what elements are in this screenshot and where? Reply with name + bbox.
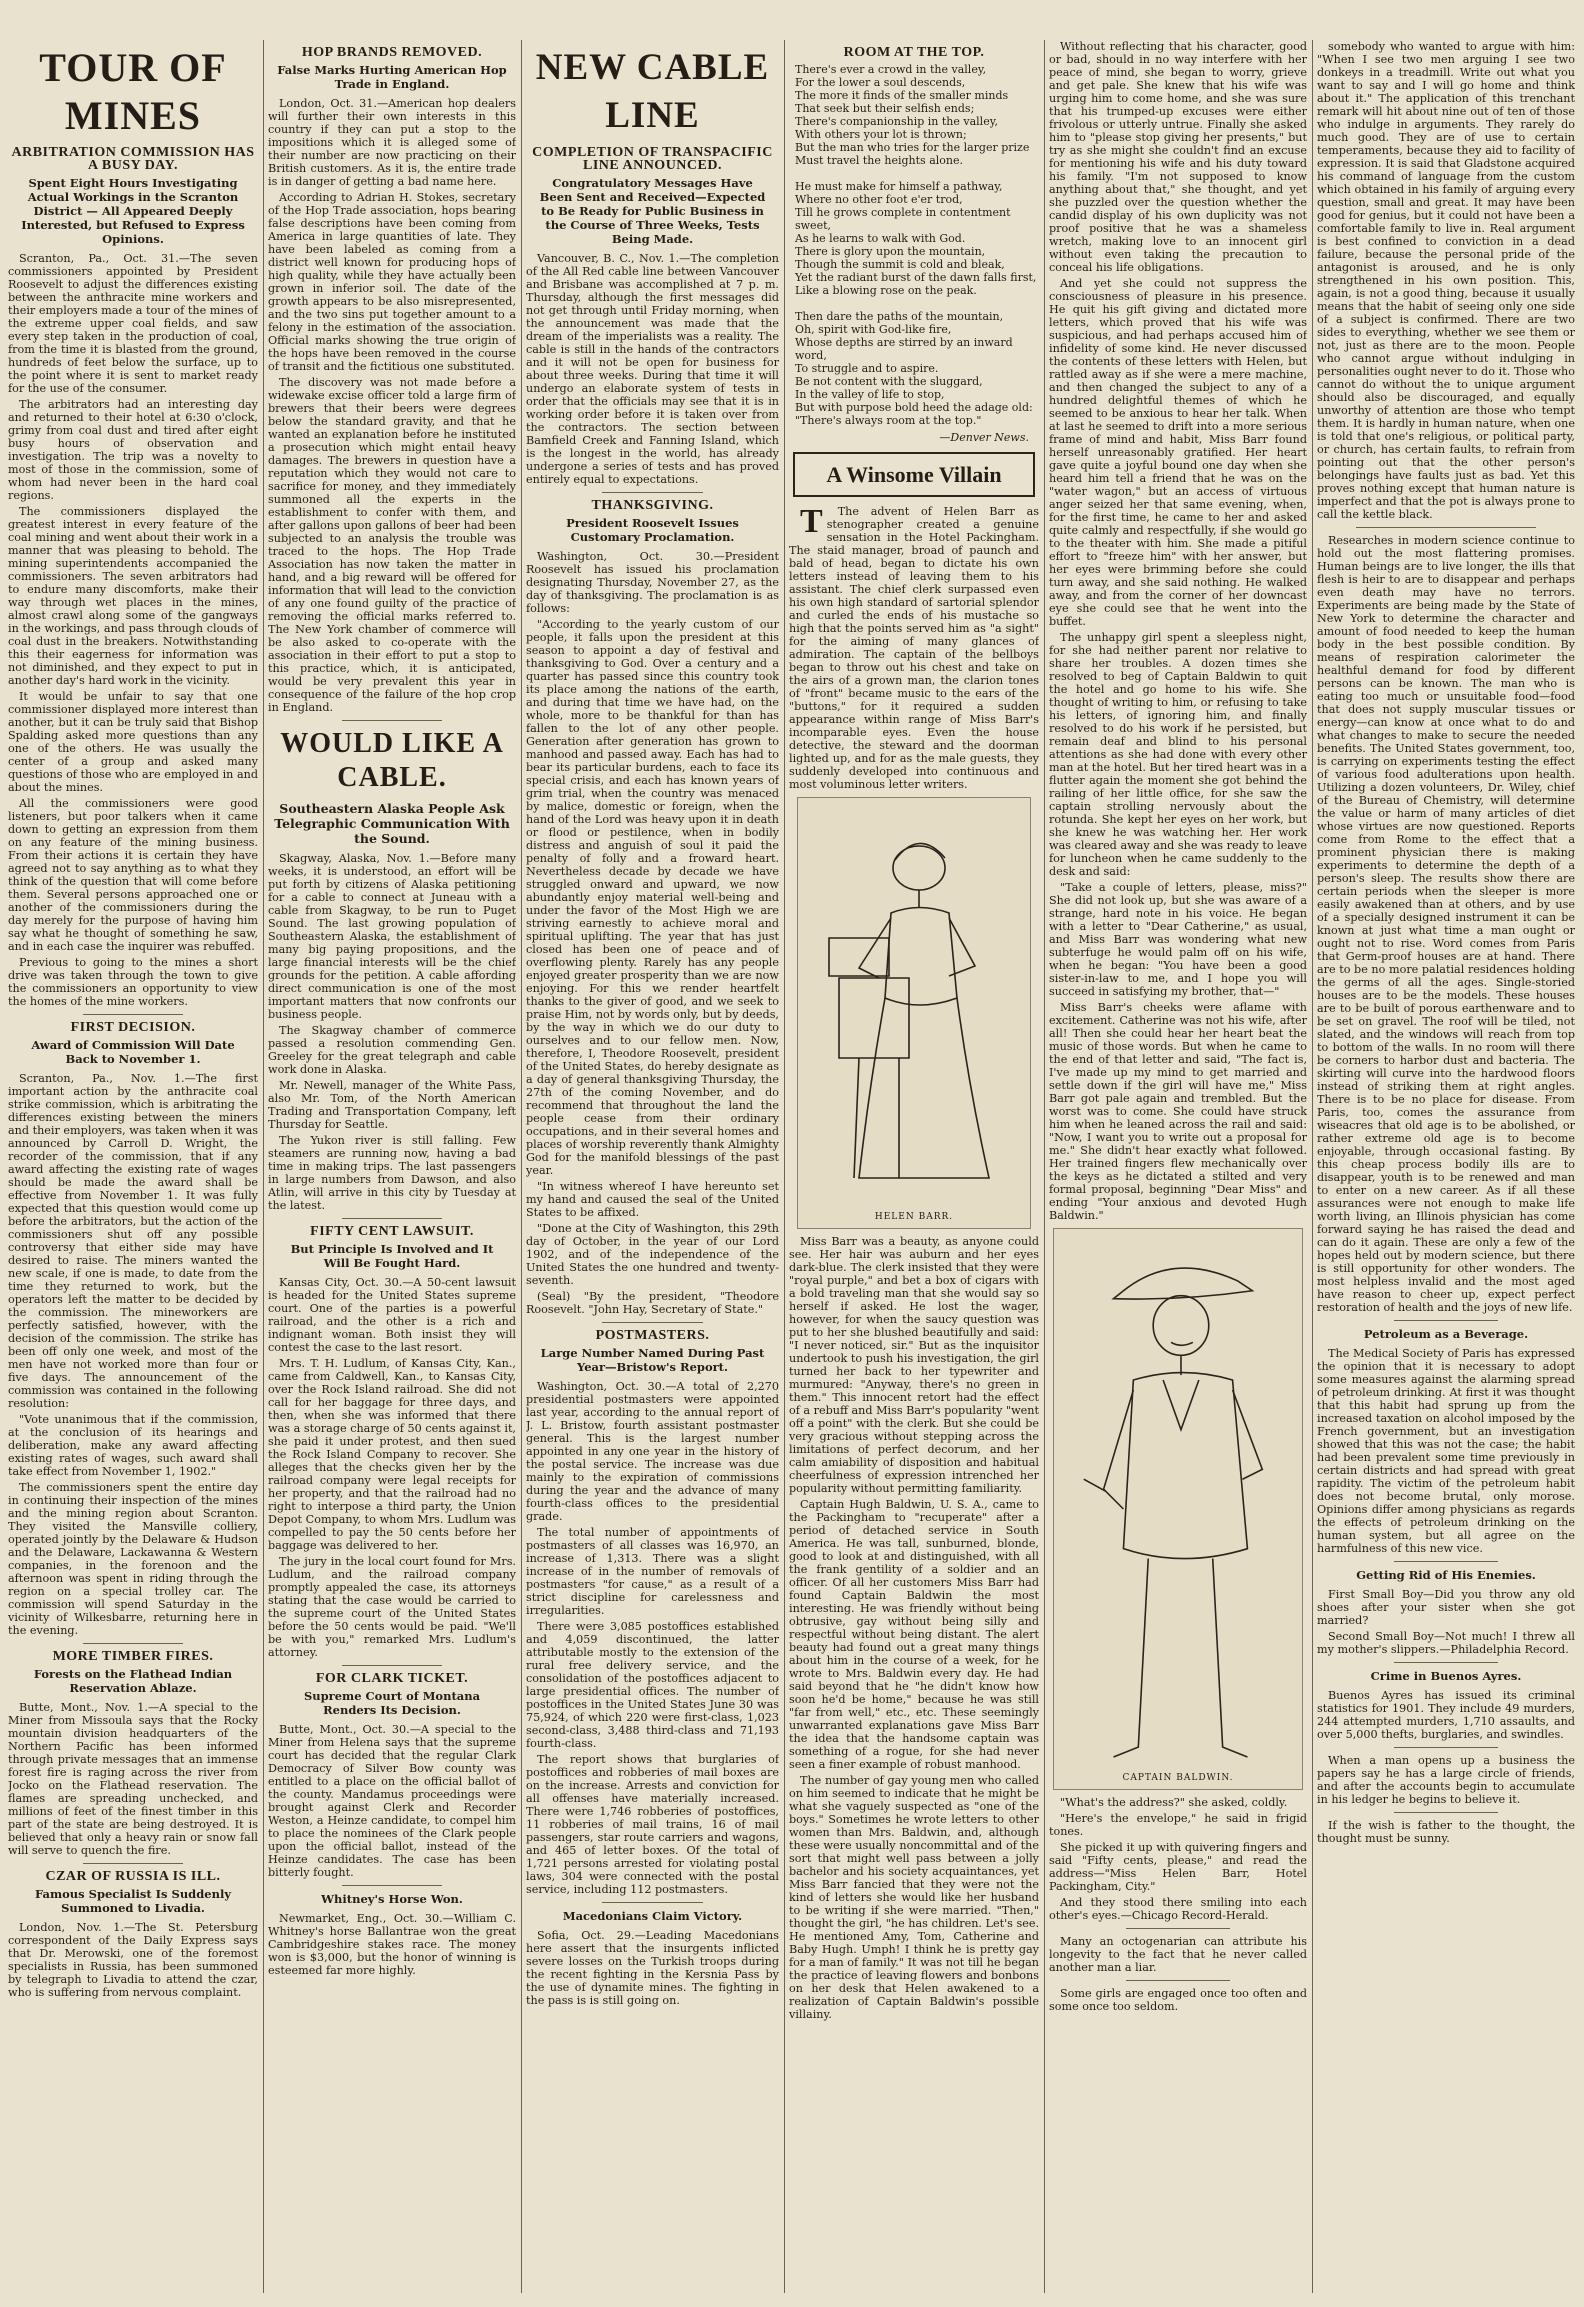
article-paragraph: The total number of appointments of postmasters of all classes was 16,970, an increase of 1,313. There was a slight increase of in the number of removals of postmasters "for cause," as a result of a strict discipline for carelessness and irregularities. bbox=[526, 1526, 779, 1617]
article-paragraph: Butte, Mont., Nov. 1.—A special to the Miner from Missoula says that the Rocky mountain division headquarters of the Northern Pacific has been informed through private messages that an immense forest fire is raging across the river from Jocko on the Flathead reservation. The flames are spreading unchecked, and millions of feet of the finest timber in this part of the state are being destroyed. It is believed that only a heavy rain or snow fall will serve to quench the fire. bbox=[8, 1701, 258, 1857]
sub-deck: But Principle Is Involved and It Will Be Fought Hard. bbox=[290, 1242, 494, 1270]
sub-deck: Famous Specialist Is Suddenly Summoned to Livadia. bbox=[34, 1887, 231, 1915]
poem-line bbox=[795, 167, 1039, 180]
sub-deck: Forests on the Flathead Indian Reservation Ablaze. bbox=[33, 1667, 233, 1695]
man-standing-illustration-icon bbox=[1054, 1229, 1302, 1789]
divider bbox=[602, 1902, 703, 1903]
poem-line: To struggle and to aspire. bbox=[795, 362, 939, 375]
poem-line: But the man who tries for the larger prize bbox=[795, 141, 1030, 154]
column-rule bbox=[1312, 40, 1313, 2293]
article-paragraph: Scranton, Pa., Nov. 1.—The first important action by the anthracite coal strike commission, which is arbitrating the differences existing between the miners and their employers, was taken when it was announced by Carroll D. Wright, the recorder of the commission, that if any award affecting the existing rate of wages should be made the award shall be effective from November 1. It was fully expected that this question would come up before the arbitrators, but the action of the commissioners shut off any possible controversy that either side may have desired to raise. The miners wanted the new scale, if one is made, to date from the time they returned to work, but the operators left the matter to be decided by the commission. The mineworkers are perfectly satisfied, however, with the decision of the commission. The strike has been off only one week, and most of the men have not worked more than four or five days. The announcement of the commission was contained in the following resolution: bbox=[8, 1072, 258, 1410]
deck: COMPLETION OF TRANSPACIFIC LINE ANNOUNCED. bbox=[532, 145, 773, 173]
divider bbox=[83, 1643, 183, 1644]
section-heading: FOR CLARK TICKET. bbox=[315, 1671, 469, 1686]
sub-deck: Large Number Named During Past Year—Bristow's Report. bbox=[540, 1346, 765, 1374]
poem-line: Whose depths are stirred by an inward word, bbox=[795, 336, 1013, 362]
article-paragraph: "What's the address?" she asked, coldly. bbox=[1060, 1796, 1288, 1809]
article-paragraph: The Yukon river is still falling. Few steamers are running now, having a bad time in making trips. The last passengers in large numbers from Dawson, and also Atlin, will arrive in this city by Tuesday at the latest. bbox=[268, 1134, 516, 1212]
poem-line: With others your lot is thrown; bbox=[795, 128, 967, 141]
sub-deck: Spent Eight Hours Investigating Actual Workings in the Scranton District — All Appeared Deeply Interested, but Refused to Express Opinions. bbox=[21, 176, 245, 246]
divider bbox=[1394, 1561, 1497, 1562]
divider bbox=[1126, 1980, 1229, 1981]
article-paragraph: And yet she could not suppress the consciousness of pleasure in his presence. He quit his gift giving and dictated more letters, which proved that his wife was suspicious, and had perhaps accused him of infidelity of some kind. He never discussed the contents of these letters with Helen, but rattled away as if she were a mere machine, and then changed the subject to any of a hundred delightful themes of which he seemed to be anxious to hear her talk. When at last he seemed to drift into a more serious frame of mind and habit, Miss Barr found herself unreasonably gratified. Her heart gave quite a joyful bound one day when she heard him tell a friend that he was on the "water wagon," but an access of virtuous anger seized her that same evening, when, for the first time, he came to her and asked quite calmly and respectfully, if she would go to the theater with him. She made a pitiful effort to "freeze him" with her answer, but her eyes were brimming before she could turn away, and she said nothing. He walked away, and from the corner of her downcast eye she could see that he went into the buffet. bbox=[1049, 277, 1307, 628]
column-3 bbox=[526, 40, 779, 2297]
article-paragraph: "According to the yearly custom of our people, it falls upon the president at this season to appoint a day of festival and thanksgiving to God. Over a century and a quarter has passed since this country took its place among the nations of the earth, and during that time we have had, on the whole, more to be thankful for than has fallen to the lot of any other people. Generation after generation has grown to manhood and passed away. Each has had to bear its particular burdens, each to face its special crisis, and each has known years of grim trial, when the country was menaced by malice, domestic or foreign, when the hand of the Lord was heavy upon it in death or flood or pestilence, when in bodily distress and anguish of soul it paid the penalty of folly and a froward heart. Nevertheless decade by decade we have struggled onward and upward, we now abundantly enjoy material well-being and under the favor of the Most High we are striving earnestly to achieve moral and spiritual uplifting. The year that has just closed has been one of peace and of overflowing plenty. Rarely has any people enjoyed greater prosperity than we are now enjoying. For this we render heartfelt thanks to the giver of good, and we seek to praise Him, not by words only, but by deeds, by the way in which we do our duty to ourselves and to our fellow men. Now, therefore, I, Theodore Roosevelt, president of the United States, do hereby designate as a day of general thanksgiving Thursday, the 27th of the coming November, and do recommend that throughout the land the people cease from their ordinary occupations, and in their several homes and places of worship reverently thank Almighty God for the manifold blessings of the past year. bbox=[526, 618, 779, 1177]
deck: Southeastern Alaska People Ask Telegraphic Communication With the Sound. bbox=[274, 801, 510, 846]
article-paragraph: When a man opens up a business the papers say he has a large circle of friends, and after the accounts begin to accumulate in his ledger he begins to believe it. bbox=[1317, 1754, 1575, 1806]
article-paragraph: Vancouver, B. C., Nov. 1.—The completion of the All Red cable line between Vancouver and Brisbane was accomplished at 7 p. m. Thursday, although the first messages did not get through until Friday morning, when the announcement was made that the dream of the imperialists was a reality. The cable is still in the hands of the contractors and it will not be open for business for about three weeks. During that time it will undergo an elaborate system of tests in order that the officials may see that it is in working order before it is taken over from the contractors. The section between Bamfield Creek and Fanning Island, which is the longest in the world, has already undergone a series of tests and has proved entirely equal to expectations. bbox=[526, 252, 779, 486]
article-paragraph: And they stood there smiling into each other's eyes.—Chicago Record-Herald. bbox=[1049, 1896, 1307, 1922]
poem-line: He must make for himself a pathway, bbox=[795, 180, 1003, 193]
divider bbox=[1394, 1747, 1497, 1748]
article-paragraph: Mrs. T. H. Ludlum, of Kansas City, Kan., came from Caldwell, Kan., to Kansas City, over the Rock Island railroad. She did not call for her baggage for three days, and then, when she was informed that there was a storage charge of 50 cents against it, she paid it under protest, and then sued the Rock Island Company to recover. She alleges that the checks given her by the railroad company were legal receipts for her property, and that the railroad had no right to interpose a third party, the Union Depot Company, to whom Mrs. Ludlum was compelled to pay the 50 cents before her baggage was delivered to her. bbox=[268, 1357, 516, 1552]
article-paragraph: The Skagway chamber of commerce passed a resolution commending Gen. Greeley for the great telegraph and cable work done in Alaska. bbox=[268, 1024, 516, 1076]
poem-line bbox=[795, 297, 1039, 310]
poem-line: "There's always room at the top." bbox=[795, 414, 982, 427]
divider bbox=[342, 1665, 441, 1666]
poem-source: —Denver News. bbox=[939, 431, 1029, 444]
article-paragraph: The jury in the local court found for Mrs. Ludlum, and the railroad company promptly appealed the case, its attorneys stating that the case would be carried to the supreme court of the United States before the 50 cents would be paid. "We'll be with you," remarked Mrs. Ludlum's attorney. bbox=[268, 1555, 516, 1659]
article-paragraph: somebody who wanted to argue with him: "When I see two men arguing I see two donkeys in a treadmill. Write out what you want to say and I will go home and think about it." The application of this trenchant remark will hit about nine out of ten of those who indulge in arguments. They rarely do much good. They are of use to certain temperaments, because they aid to facility of expression. It is said that Gladstone acquired his command of language from the custom which obtained in his family of arguing every question, small and great. It may have been good for genius, but it could not have been a comfortable family to live in. Real argument is best confined to conviction in a dead failure, because the personal pride of the antagonist is aroused, and he is only strengthened in his own position. This, again, is not a good thing, because it usually means that the habit of seeing only one side of a subject is confirmed. There are two sides to everything, whether we see them or not, just as there are to the moon. People who cannot argue without indulging in personalities ought never to do it. Those who cannot do without the to unique argument should also be discouraged, and equally unworthy of attention are those who tempt them. It is hardly in human nature, when one is told that one's religious, or political party, or church, has certain faults, to refrain from pointing out that the other person's belongings have faults just as bad. Yet this proves nothing except that human nature is imperfect and that the pot is always prone to call the kettle black. bbox=[1317, 40, 1575, 521]
article-paragraph: The discovery was not made before a widewake excise officer told a large firm of brewers that their beers were degrees below the standard gravity, and that he wanted an explanation before he instituted a prosecution which might entail heavy damages. The brewers in question have a reputation which they would not care to sacrifice for money, and they immediately summoned all the experts in the establishment to confer with them, and after gallons upon gallons of beer had been subjected to an analysis the trouble was traced to the hops. The Hop Trade Association has now taken the matter in hand, and a big reward will be offered for information that will lead to the conviction of any one found guilty of the practice of removing the official marks referred to. The New York chamber of commerce will be also asked to co-operate with the association in their effort to put a stop to this practice, which, it is anticipated, would be very prevalent this year in consequence of the failure of the hop crop in England. bbox=[268, 376, 516, 714]
poem-line: Till he grows complete in contentment sweet, bbox=[795, 206, 1011, 232]
divider bbox=[342, 720, 441, 721]
illustration-caption: HELEN BARR. bbox=[874, 1212, 954, 1222]
article-paragraph: "Vote unanimous that if the commission, at the conclusion of its hearings and deliberation, make any award affecting existing rates of wages, such award shall take effect from November 1, 1902." bbox=[8, 1413, 258, 1478]
sub-deck: Supreme Court of Montana Renders Its Decision. bbox=[303, 1689, 481, 1717]
article-paragraph: Miss Barr's cheeks were aflame with excitement. Catherine was not his wife, after all! Then she could hear her heart beat the music of those words. But when he came to the end of that letter and said, "The fact is, I've made up my mind to get married and settle down if the girl will have me," Miss Barr got pale again and trembled. But the worst was to come. She could have struck him when he leaned across the rail and said: "Now, I want you to write out a proposal for me." She didn't hear exactly what followed. Her trained fingers flew mechanically over the keys as he dictated a stilted and very formal proposal, beginning "Dear Miss" and ending "Your anxious and devoted Hugh Baldwin." bbox=[1049, 1001, 1307, 1222]
article-paragraph: "Take a couple of letters, please, miss?" She did not look up, but she was aware of a strange, hard note in his voice. He began with a letter to "Dear Catherine," as usual, and Miss Barr was wondering what new subterfuge he would palm off on his wife, when he began: "You have been a good sister-in-law to me, and I hope you will succeed in satisfying my brother, that—" bbox=[1049, 881, 1307, 998]
section-heading: Macedonians Claim Victory. bbox=[562, 1909, 743, 1923]
article-paragraph: The report shows that burglaries of postoffices and robberies of mail boxes are on the increase. Arrests and conviction for all offenses have materially increased. There were 1,746 robberies of postoffices, 11 robberies of mail trains, 16 of mail passengers, star route carriers and wagons, and 465 of letter boxes. Of the total of 1,721 persons arrested for violating postal laws, 304 were connected with the postal service, including 112 postmasters. bbox=[526, 1753, 779, 1896]
article-paragraph: Buenos Ayres has issued its criminal statistics for 1901. They include 49 murders, 244 attempted murders, 1,710 assaults, and over 5,000 thefts, burglaries, and swindles. bbox=[1317, 1689, 1575, 1741]
column-5 bbox=[1049, 40, 1307, 2297]
section-heading: FIRST DECISION. bbox=[70, 1020, 196, 1035]
article-paragraph: The commissioners displayed the greatest interest in every feature of the coal mining and went about their work in a manner that was pleasing to behold. The mining superintendents accompanied the commissioners. The seven arbitrators had to endure many discomforts, make their way through wet places in the mines, almost crawl along some of the gangways in the workings, and pass through clouds of coal dust in the breakers. Notwithstanding this their eagerness for information was not diminished, and they expect to put in another day's hard work in the vicinity. bbox=[8, 505, 258, 687]
divider bbox=[83, 1863, 183, 1864]
woman-seated-illustration-icon bbox=[798, 798, 1030, 1228]
article-paragraph: Scranton, Pa., Oct. 31.—The seven commissioners appointed by President Roosevelt to adjust the differences existing between the anthracite mine workers and their employers made a tour of the mines of the extreme upper coal fields, and saw every step taken in the production of coal, from the time it is blasted from the ground, hundreds of feet below the surface, up to the point where it is sent to market ready for the use of the consumer. bbox=[8, 252, 258, 395]
drop-cap: T bbox=[800, 503, 823, 540]
poem-line: Though the summit is cold and bleak, bbox=[795, 258, 1005, 271]
article-paragraph: There were 3,085 postoffices established and 4,059 discontinued, the latter attributable mostly to the extension of the rural free delivery service, and the consolidation of the postoffices adjacent to large presidential offices. The number of postoffices in the United States June 30 was 75,924, of which 220 were first-class, 1,023 second-class, 3,488 third-class and 71,193 fourth-class. bbox=[526, 1620, 779, 1750]
column-1 bbox=[8, 40, 258, 2297]
article-paragraph: Mr. Newell, manager of the White Pass, also Mr. Tom, of the North American Trading and Transportation Company, left Thursday for Seattle. bbox=[268, 1079, 516, 1131]
poem-line: Then dare the paths of the mountain, bbox=[795, 310, 1004, 323]
divider bbox=[1394, 1812, 1497, 1813]
article-paragraph: Miss Barr was a beauty, as anyone could see. Her hair was auburn and her eyes dark-blue. The clerk insisted that they were "royal purple," and bet a box of cigars with a bold traveling man that she would say so herself if asked. He lost the wager, however, for when the saucy question was put to her she blushed beautifully and said: "I never noticed, sir." But as the inquisitor undertook to push his investigation, the girl turned her back to her typewriter and murmured: "Anyway, there's no green in them." This innocent retort had the effect of a rebuff and Miss Barr's popularity "went off a point" with the clerk. But she could be very gracious without stepping across the limitations of perfect decorum, and her calm amiability of disposition and habitual cheerfulness of expression intrenched her popularity without permitting familiarity. bbox=[789, 1235, 1039, 1495]
section-heading: FIFTY CENT LAWSUIT. bbox=[310, 1224, 474, 1239]
poem-line: Be not content with the sluggard, bbox=[795, 375, 983, 388]
article-paragraph: If the wish is father to the thought, the thought must be sunny. bbox=[1317, 1819, 1575, 1845]
article-paragraph: Washington, Oct. 30.—A total of 2,270 presidential postmasters were appointed last year, according to the annual report of J. L. Bristow, fourth assistant postmaster general. This is the largest number appointed in any one year in the history of the postal service. The increase was due mainly to the expiration of commissions during the year and the advance of many fourth-class offices to the presidential grade. bbox=[526, 1380, 779, 1523]
divider bbox=[342, 1218, 441, 1219]
article-paragraph: She picked it up with quivering fingers and said "Fifty cents, please," and read the address—"Miss Helen Barr, Hotel Packingham, City." bbox=[1049, 1841, 1307, 1893]
poem-line: Yet the radiant burst of the dawn falls first, bbox=[795, 271, 1037, 284]
article-paragraph: London, Oct. 31.—American hop dealers will further their own interests in this country if they can put a stop to the impositions which it is alleged some of their number are now practicing on their British customers. As it is, the entire trade is in danger of getting a bad name here. bbox=[268, 97, 516, 188]
deck: ARBITRATION COMMISSION HAS A BUSY DAY. bbox=[11, 145, 255, 173]
poem-line: There's ever a crowd in the valley, bbox=[795, 63, 987, 76]
article-paragraph bbox=[789, 505, 1039, 791]
headline-tour-of-mines: TOUR OF MINES bbox=[39, 45, 227, 138]
illustration-helen-barr bbox=[797, 797, 1031, 1229]
poem-line: Like a blowing rose on the peak. bbox=[795, 284, 977, 297]
poem-line: There is glory upon the mountain, bbox=[795, 245, 986, 258]
poem-line: For the lower a soul descends, bbox=[795, 76, 966, 89]
sub-deck: False Marks Hurting American Hop Trade in England. bbox=[277, 63, 507, 91]
article-paragraph: (Seal) "By the president, "Theodore Roosevelt. "John Hay, Secretary of State." bbox=[526, 1290, 779, 1316]
article-paragraph: Sofia, Oct. 29.—Leading Macedonians here assert that the insurgents inflicted severe losses on the Turkish troops during the recent fighting in the Kersnia Pass by the use of dynamite mines. The fighting in the pass is is still going on. bbox=[526, 1929, 779, 2007]
article-paragraph: Many an octogenarian can attribute his longevity to the fact that he never called another man a liar. bbox=[1049, 1935, 1307, 1974]
poem-line: Where no other foot e'er trod, bbox=[795, 193, 963, 206]
article-paragraph: The Medical Society of Paris has expressed the opinion that it is necessary to adopt some measures against the alarming spread of petroleum drinking. At first it was thought that this habit had sprung up from the increased taxation on alcohol imposed by the French government, but an investigation showed that this was not the case; the habit had been prevalent some time previously in certain districts and had spread with great rapidity. The victim of the petroleum habit does not become brutal, only morose. Opinions differ among physicians as regards the effects of petroleum drinking on the human system, but all agree on the harmfulness of this new vice. bbox=[1317, 1347, 1575, 1555]
article-paragraph: According to Adrian H. Stokes, secretary of the Hop Trade association, hops bearing false descriptions have been coming from America in large quantities of late. They have been labeled as coming from a district well known for producing hops of high quality, while they have actually been grown in inferior soil. The date of the growth appears to be also misrepresented, and the two sins put together amount to a felony in the estimation of the association. Official marks showing the true origin of the hops have been removed in the course of transit and the fictitious one substituted. bbox=[268, 191, 516, 373]
sub-deck: Award of Commission Will Date Back to November 1. bbox=[31, 1038, 235, 1066]
section-heading: MORE TIMBER FIRES. bbox=[52, 1649, 214, 1664]
article-text: The advent of Helen Barr as stenographer created a genuine sensation in the Hotel Packingham. The staid manager, broad of paunch and bald of head, began to dictate his own letters instead of leaving them to his assistant. The chief clerk surpassed even his own high standard of sartorial splendor and curled the ends of his mustache so high that the points served him as "a sight" for the aiming of many glances of admiration. The captain of the bellboys began to throw out his chest and take on the airs of a grown man, the clarion tones of "front" became music to the ears of the "buttons," for it required a sudden appearance within range of Miss Barr's incomparable eyes. Even the house detective, the steward and the doorman lighted up, and for as the male guests, they suddenly developed into continuous and most voluminous letter writers. bbox=[789, 505, 1039, 791]
divider bbox=[1356, 527, 1537, 528]
article-paragraph: All the commissioners were good listeners, but poor talkers when it came down to getting an expression from them on any feature of the mining business. From their actions it is certain they have agreed not to say anything as to what they think of the question that will come before them. Several persons approached one or another of the commissioners during the day merely for the purpose of having him say what he thought of something he saw, and in each case the inquirer was rebuffed. bbox=[8, 797, 258, 953]
illustration-caption: CAPTAIN BALDWIN. bbox=[1122, 1773, 1234, 1783]
article-paragraph: The number of gay young men who called on him seemed to indicate that he might be what she vaguely suspected as "one of the boys." Sometimes he wrote letters to other women than Mrs. Baldwin, and, although these were usually noncommittal and of the sort that might well pass between a jolly bachelor and his society acquaintances, yet Miss Barr fancied that they were not the kind of letters she would like her husband to be writing if she were married. "Then," thought the girl, "he has children. Let's see. He mentioned Amy, Tom, Catherine and Baby Hugh. Umph! I think he is pretty gay for a man of family." It was not till he began the practice of leaving flowers and bonbons on her desk that Helen awakened to a realization of Captain Baldwin's possible villainy. bbox=[789, 1774, 1039, 2021]
poem bbox=[789, 63, 1039, 427]
article-paragraph: "In witness whereof I have hereunto set my hand and caused the seal of the United States to be affixed. bbox=[526, 1180, 779, 1219]
poem-line: Oh, spirit with God-like fire, bbox=[795, 323, 952, 336]
article-paragraph: Second Small Boy—Not much! I threw all my mother's slippers.—Philadelphia Record. bbox=[1317, 1630, 1575, 1656]
poem-line: But with purpose bold heed the adage old: bbox=[795, 401, 1033, 414]
column-rule bbox=[784, 40, 785, 2293]
poem-line: As he learns to walk with God. bbox=[795, 232, 966, 245]
article-paragraph: Kansas City, Oct. 30.—A 50-cent lawsuit is headed for the United States supreme court. One of the parties is a powerful railroad, and the other is a rich and indignant woman. Both insist they will contest the case to the last resort. bbox=[268, 1276, 516, 1354]
sub-deck: Congratulatory Messages Have Been Sent and Received—Expected to Be Ready for Public Business in the Course of Three Weeks, Tests Being Made. bbox=[539, 176, 766, 246]
poem-line: There's companionship in the valley, bbox=[795, 115, 998, 128]
article-paragraph: The unhappy girl spent a sleepless night, for she had neither parent nor relative to share her troubles. A dozen times she resolved to beg of Captain Baldwin to quit the hotel and go home to his wife. She thought of writing to him, or refusing to take his letters, of ignoring him, and finally resolved to do his work if he persisted, but remain deaf and blind to his personal attentions as she had done with every other man at the hotel. But her tired heart was in a flutter again the moment she got behind the railing of her little office, for she saw the captain strolling nervously about the rotunda. She kept her eyes on her work, but she knew he was watching her. Her work was cleared away and she was ready to leave for luncheon when he came suddenly to the desk and said: bbox=[1049, 631, 1307, 878]
article-paragraph: London, Nov. 1.—The St. Petersburg correspondent of the Daily Express says that Dr. Merowski, one of the foremost specialists in Russia, has been summoned by telegraph to Livadia to attend the czar, who is suffering from nervous complaint. bbox=[8, 1921, 258, 1999]
section-heading: ROOM AT THE TOP. bbox=[843, 45, 985, 60]
column-rule bbox=[1044, 40, 1045, 2293]
article-paragraph: Washington, Oct. 30.—President Roosevelt has issued his proclamation designating Thursday, November 27, as the day of thanksgiving. The proclamation is as follows: bbox=[526, 550, 779, 615]
article-paragraph: First Small Boy—Did you throw any old shoes after your sister when she got married? bbox=[1317, 1588, 1575, 1627]
sub-deck: President Roosevelt Issues Customary Proclamation. bbox=[566, 516, 739, 544]
section-heading: Petroleum as a Beverage. bbox=[1363, 1327, 1529, 1341]
section-heading: HOP BRANDS REMOVED. bbox=[301, 45, 483, 60]
section-heading: POSTMASTERS. bbox=[595, 1328, 710, 1343]
article-paragraph: Some girls are engaged once too often and some once too seldom. bbox=[1049, 1987, 1307, 2013]
section-heading: Getting Rid of His Enemies. bbox=[1356, 1568, 1536, 1582]
article-paragraph: Previous to going to the mines a short drive was taken through the town to give the commissioners an opportunity to view the homes of the mine workers. bbox=[8, 956, 258, 1008]
headline-a-winsome-villain: A Winsome Villain bbox=[793, 452, 1035, 497]
column-rule bbox=[263, 40, 264, 2293]
column-rule bbox=[521, 40, 522, 2293]
divider bbox=[1394, 1320, 1497, 1321]
article-paragraph: Without reflecting that his character, good or bad, should in no way interfere with her peace of mind, she began to worry, grieve and get pale. She knew that his wife was urging him to come home, and she was sure that his trumped-up excuses were either frivolous or utterly untrue. Finally she asked him to "please stop giving her presents," but try as she might she couldn't find an excuse for mentioning his wife and his duty toward his family. "I'm not supposed to know anything about that," she thought, and yet she puzzled over the question whether the candid display of his own duplicity was not proof positive that he was a shameless wretch, making love to an innocent girl without even taking the precaution to conceal his life obligations. bbox=[1049, 40, 1307, 274]
section-heading: THANKSGIVING. bbox=[591, 498, 714, 513]
article-paragraph: "Here's the envelope," he said in frigid tones. bbox=[1049, 1812, 1307, 1838]
poem-line: The more it finds of the smaller minds bbox=[795, 89, 1009, 102]
poem-line: Must travel the heights alone. bbox=[795, 154, 963, 167]
divider bbox=[1126, 1928, 1229, 1929]
divider bbox=[83, 1014, 183, 1015]
article-paragraph: Butte, Mont., Oct. 30.—A special to the Miner from Helena says that the supreme court has decided that the regular Clark Democracy of Silver Bow county was entitled to a place on the official ballot of the county. Mandamus proceedings were brought against Clerk and Recorder Weston, a Heinze candidate, to compel him to place the nominees of the Clark people upon the official ballot, instead of the Heinze candidates. The case has been bitterly fought. bbox=[268, 1723, 516, 1879]
divider bbox=[1394, 1662, 1497, 1663]
section-heading: CZAR OF RUSSIA IS ILL. bbox=[45, 1869, 221, 1884]
article-paragraph: Skagway, Alaska, Nov. 1.—Before many weeks, it is understood, an effort will be put forth by citizens of Alaska petitioning for a cable to connect at Juneau with a cable from Skagway, to be run to Puget Sound. The last growing population of Southeastern Alaska, the establishment of many big paying propositions, and the large financial interests will be the chief grounds for the petition. A cable affording direct communication is one of the most important matters that now confronts our business people. bbox=[268, 852, 516, 1021]
poem-line: In the valley of life to stop, bbox=[795, 388, 945, 401]
section-heading: Crime in Buenos Ayres. bbox=[1370, 1669, 1522, 1683]
headline-would-like-a-cable: WOULD LIKE A CABLE. bbox=[280, 728, 504, 793]
section-heading: Whitney's Horse Won. bbox=[321, 1892, 463, 1906]
article-paragraph: It would be unfair to say that one commissioner displayed more interest than another, but it can be truly said that Bishop Spalding asked more questions than any one of the others. He was usually the center of a group and asked many questions of those who are employed in and about the mines. bbox=[8, 690, 258, 794]
article-paragraph: The arbitrators had an interesting day and returned to their hotel at 6:30 o'clock, grimy from coal dust and tired after eight busy hours of observation and investigation. The trip was a novelty to most of those in the commission, some of whom had never been in the hard coal regions. bbox=[8, 398, 258, 502]
illustration-captain-baldwin bbox=[1053, 1228, 1303, 1790]
article-paragraph: The commissioners spent the entire day in continuing their inspection of the mines and the mining region about Scranton. They visited the Mansville colliery, operated jointly by the Delaware & Hudson and the Delaware, Lackawanna & Western companies, in the forenoon and the afternoon was spent in riding through the region on a special trolley car. The commission will spend Saturday in the vicinity of Wilkesbarre, returning here in the evening. bbox=[8, 1481, 258, 1637]
divider bbox=[342, 1885, 441, 1886]
article-paragraph: Researches in modern science continue to hold out the most flattering promises. Human beings are to live longer, the ills that flesh is heir to are to disappear and perhaps even death may have no terrors. Experiments are being made by the State of New York to determine the character and amount of food needed to keep the human body in the best possible condition. By means of respiration calorimeter the healthful demand for food by different persons can be known. The man who is eating too much or unsuitable food—food that does not supply muscular tissues or energy—can know at once what to do and what changes to make to secure the needed benefits. The United States government, too, is carrying on experiments testing the effect of various food adulterations upon health. Utilizing a dozen volunteers, Dr. Wiley, chief of the Bureau of Chemistry, will determine the value or harm of many articles of diet whose virtues are now questioned. Reports come from Rome to the effect that a prominent physician there is making experiments to determine the depth of a person's sleep. The results show there are certain periods when the sleeper is more easily awakened than at others, and by use of a specially designed instrument it can be known at just what time a man ought or ought not to rise. Word comes from Paris that Germ-proof houses are at hand. There are to be no more palatial residences holding the germs of all the ages. Single-storied houses are to be the models. These houses are to be built of porous earthenware and to be set on gravel. The roof will be tiled, not slated, and the windows will reach from top to bottom of the walls. In no room will there be corners to harbor dust and bacteria. The skirting will curve into the hardwood floors instead of striking them at right angles. There is to be no place for disease. From Paris, too, comes the assurance from wiseacres that old age is to be abolished, or rather extreme old age is to become enjoyable, through occasional fasting. By this cheap process bodily ills are to disappear, youth is to be renewed and man to enter on a new career. As if all these assurances were not enough to make life worth living, an Illinois physician has come forward saying he has raised the dead and can do it again. These are only a few of the hopes held out by modern science, but there is still opportunity for other wonders. The most helpless invalid and the most aged have reason to cheer up, expect perfect restoration of health and the joys of new life. bbox=[1317, 534, 1575, 1314]
divider bbox=[602, 1322, 703, 1323]
divider bbox=[602, 492, 703, 493]
column-4 bbox=[789, 40, 1039, 2297]
article-paragraph: Newmarket, Eng., Oct. 30.—William C. Whitney's horse Ballantrae won the great Cambridgeshire stakes race. The money won is $3,000, but the honor of winning is esteemed far more highly. bbox=[268, 1912, 516, 1977]
poem-line: That seek but their selfish ends; bbox=[795, 102, 975, 115]
column-6 bbox=[1317, 40, 1575, 2297]
column-2 bbox=[268, 40, 516, 2297]
article-paragraph: "Done at the City of Washington, this 29th day of October, in the year of our Lord 1902, and of the independence of the United States the one hundred and twenty-seventh. bbox=[526, 1222, 779, 1287]
headline-new-cable-line: NEW CABLE LINE bbox=[535, 47, 770, 136]
article-paragraph: Captain Hugh Baldwin, U. S. A., came to the Packingham to "recuperate" after a period of detached service in South America. He was tall, sunburned, blonde, good to look at and distinguished, with all the frank gentility of a soldier and an officer. Of all her customers Miss Barr had found Captain Baldwin the most interesting. He was friendly without being obtrusive, gay without being silly and respectful without being distant. The alert beauty had found out a great many things about him in the course of a week, for he wrote to Mrs. Baldwin every day. He had said beyond that he "he didn't know how soon he'd be home," because he was still "far from well," etc., etc. These seemingly unwarranted explanations gave Miss Barr the idea that the handsome captain was something of a rogue, for she had never seen a finer example of robust manhood. bbox=[789, 1498, 1039, 1771]
